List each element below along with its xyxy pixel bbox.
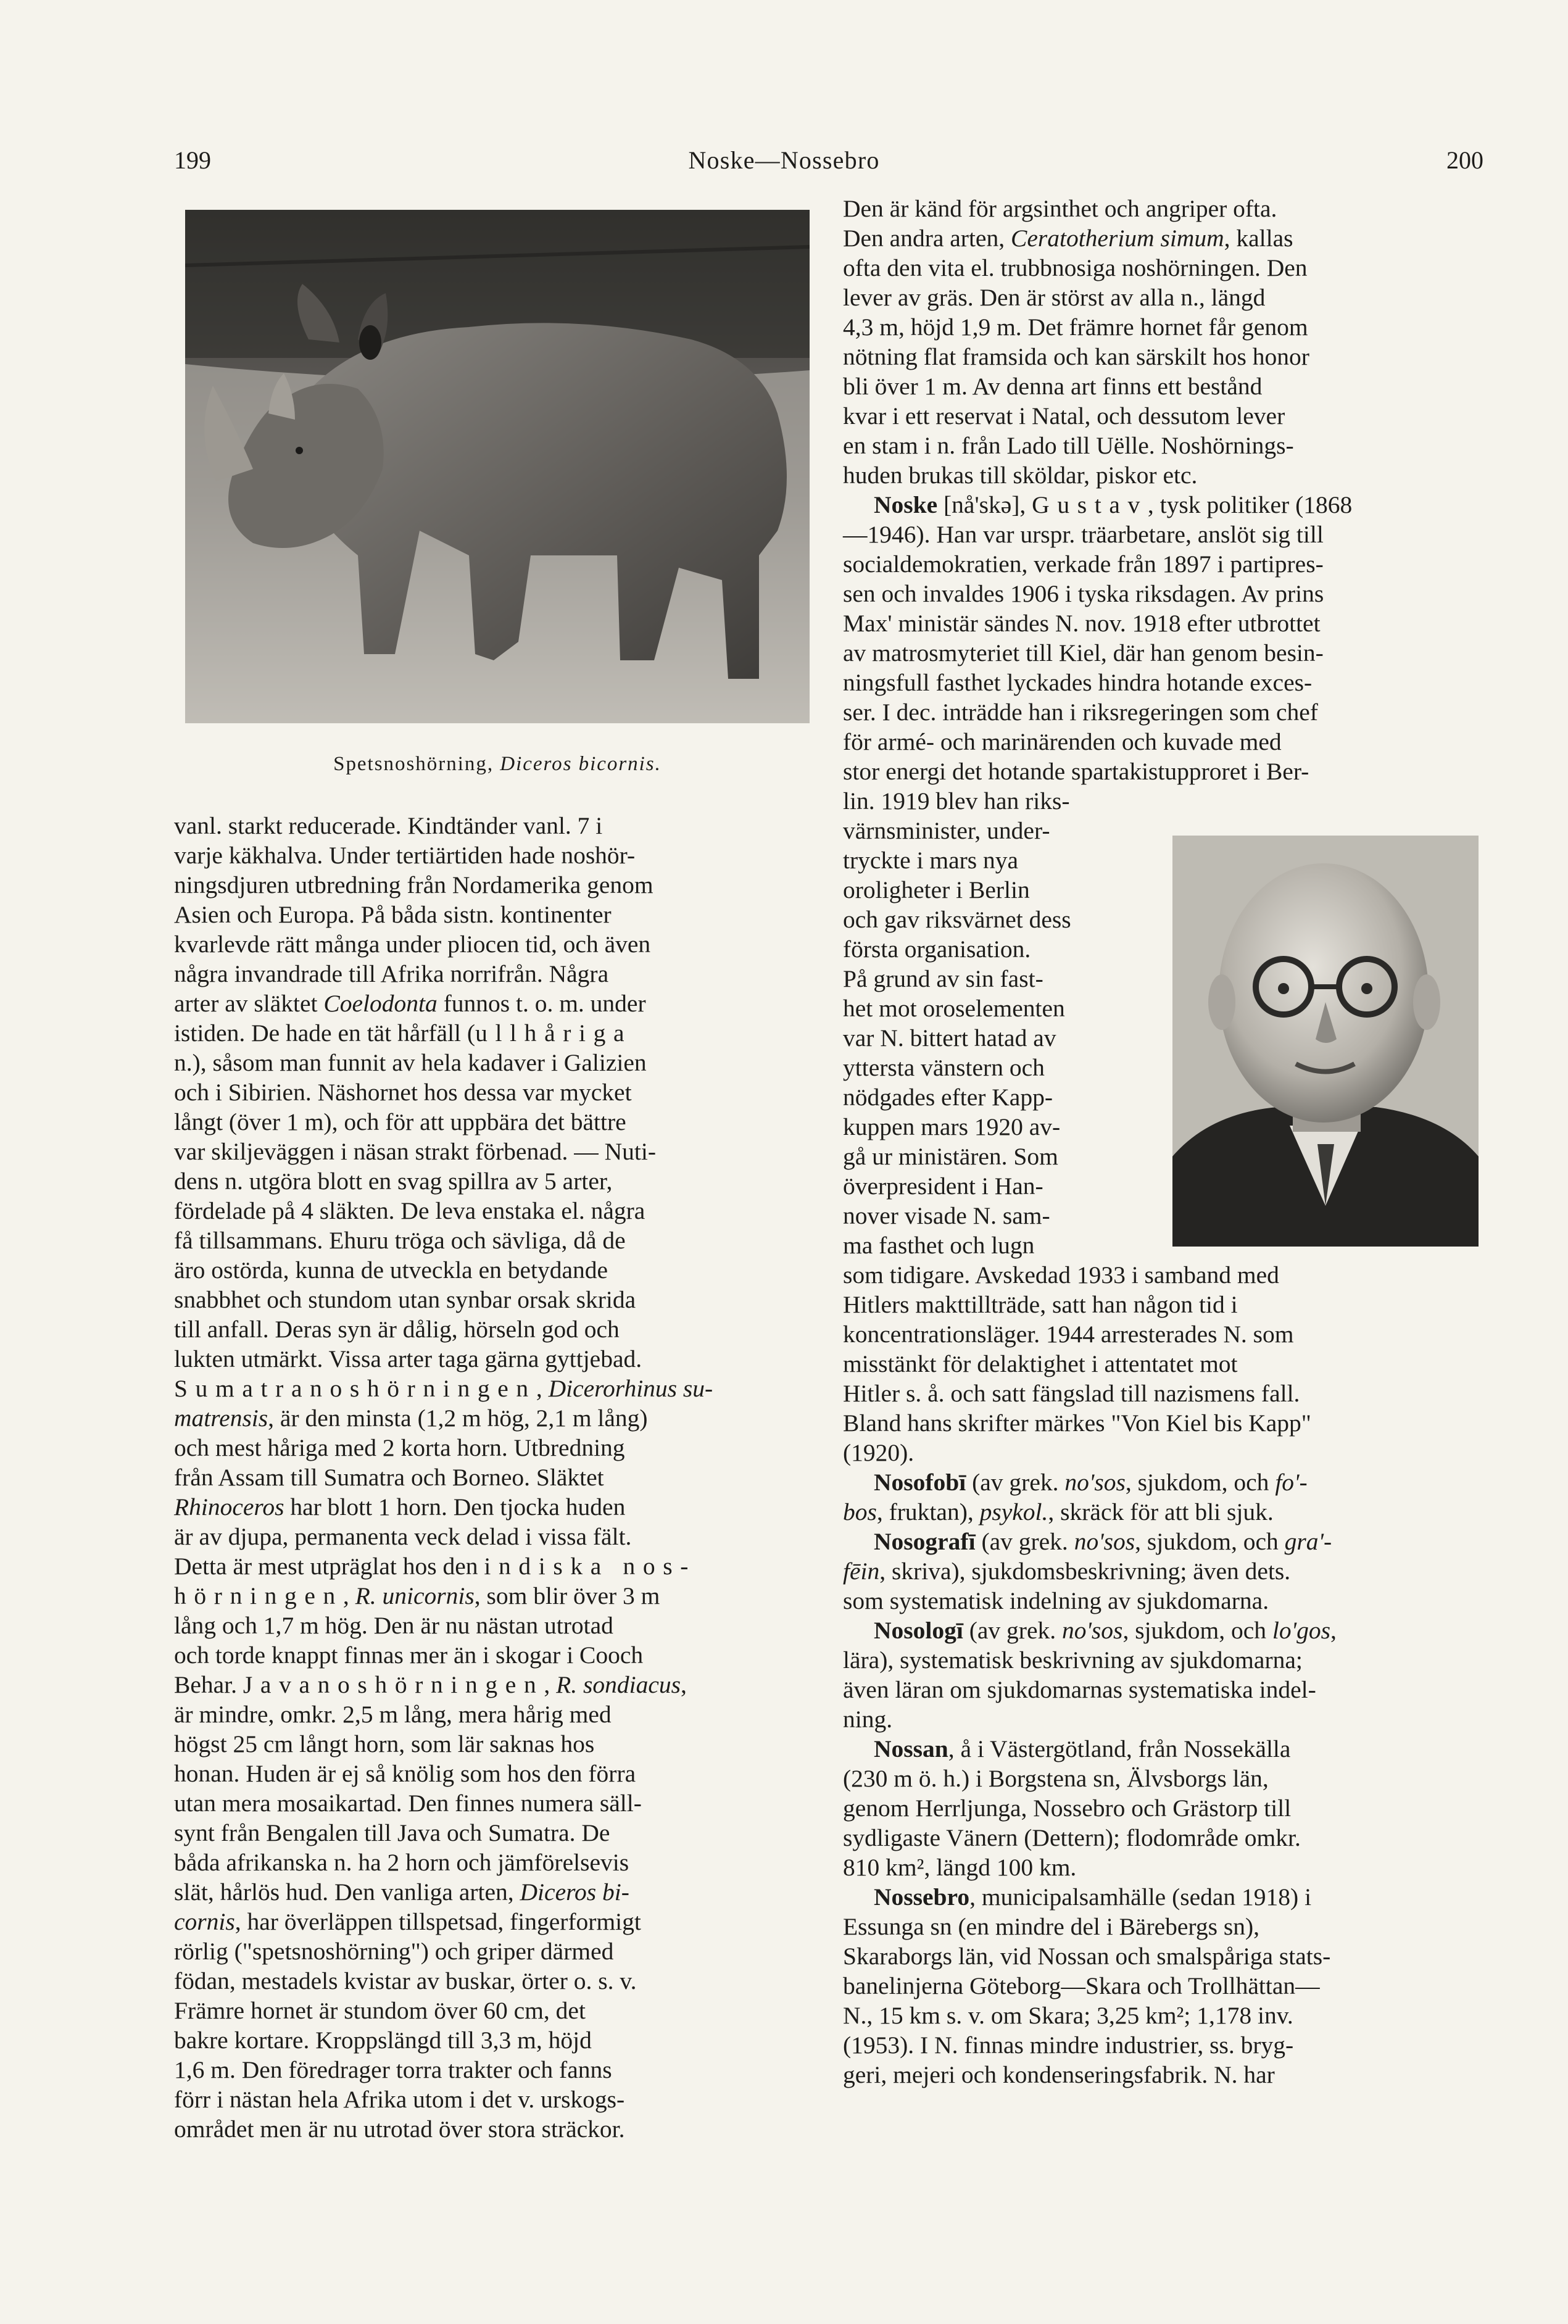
text-line: var skiljeväggen i näsan strakt förbenad. — Nuti- [174,1138,656,1165]
text-line: förr i nästan hela Afrika utom i det v. urskogs- [174,2086,625,2113]
text-line: —1946). Han var urspr. träarbetare, anslöt sig till [843,521,1324,548]
text-line: båda afrikanska n. ha 2 horn och jämförelsevis [174,1849,629,1876]
text-line: hörningen, R. unicornis, som blir över 3 m [174,1582,660,1609]
text-line: tryckte i mars nya [843,847,1019,874]
text-line: lever av gräs. Den är störst av alla n., längd [843,284,1266,311]
text-line: cornis, har överläppen tillspetsad, fingerformigt [174,1908,641,1935]
text-line: istiden. De hade en tät hårfäll (ullhåriga [174,1019,633,1047]
text-line: lära), systematisk beskrivning av sjukdomarna; [843,1646,1303,1674]
text-line: Sumatranoshörningen, Dicerorhinus su- [174,1375,713,1402]
text-line: honan. Huden är ej så knölig som hos den förra [174,1760,636,1787]
text-line: geri, mejeri och kondenseringsfabrik. N. har [843,2061,1275,2088]
text-line: synt från Bengalen till Java och Sumatra. De [174,1819,610,1846]
text-line: Behar. Javanoshörningen, R. sondiacus, [174,1671,687,1698]
text-line: 810 km², längd 100 km. [843,1854,1077,1881]
text-line: överpresident i Han- [843,1172,1043,1200]
text-line: vanl. starkt reducerade. Kindtänder vanl. 7 i [174,812,603,839]
text-line: huden brukas till sköldar, piskor etc. [843,462,1198,489]
page-title: Noske—Nossebro [688,146,880,174]
text-line: fēin, skriva), sjukdomsbeskrivning; även dets. [843,1558,1291,1585]
text-line: Den är känd för argsinthet och angriper ofta. [843,195,1277,222]
text-line: (230 m ö. h.) i Borgstena sn, Älvsborgs län, [843,1765,1269,1792]
text-line: Max' ministär sändes N. nov. 1918 efter utbrottet [843,610,1321,637]
caption-text: Spetsnoshörning, [333,753,500,775]
text-line: och gav riksvärnet dess [843,906,1071,933]
text-line: nödgades efter Kapp- [843,1084,1053,1111]
text-line: het mot oroselementen [843,995,1065,1022]
text-line: sydligaste Vänern (Dettern); flodområde omkr. [843,1824,1301,1851]
caption-species: Diceros bicornis. [500,753,662,775]
text-line: som tidigare. Avskedad 1933 i samband med [843,1261,1279,1289]
text-line: från Assam till Sumatra och Borneo. Släktet [174,1464,604,1491]
text-line: födan, mestadels kvistar av buskar, örter o. s. v. [174,1967,637,1994]
text-line: (1953). I N. finnas mindre industrier, ss. bryg- [843,2031,1294,2059]
text-line: för armé- och marinärenden och kuvade med [843,728,1282,755]
text-line: N., 15 km s. v. om Skara; 3,25 km²; 1,178 inv. [843,2002,1293,2029]
text-line: oroligheter i Berlin [843,876,1030,903]
text-line: socialdemokratien, verkade från 1897 i partipres- [843,550,1324,578]
figure-caption [185,750,810,778]
text-line: högst 25 cm långt horn, som lär saknas hos [174,1730,595,1758]
text-line: slät, hårlös hud. Den vanliga arten, Diceros bi- [174,1878,629,1906]
text-line: snabbhet och stundom utan synbar orsak skrida [174,1286,636,1313]
rhinoceros-photo [185,210,810,723]
text-line: utan mera mosaikartad. Den finnes numera säll- [174,1790,642,1817]
text-line: gå ur ministären. Som [843,1143,1058,1170]
text-line: genom Herrljunga, Nossebro och Grästorp till [843,1795,1292,1822]
entry-nossebro: Nossebro, municipalsamhälle (sedan 1918) i [874,1883,1312,1911]
text-line: stor energi det hotande spartakistupproret i Ber- [843,758,1309,785]
text-line: 4,3 m, höjd 1,9 m. Det främre hornet får genom [843,313,1308,341]
text-line: Främre hornet är stundom över 60 cm, det [174,1997,586,2024]
text-line: som systematisk indelning av sjukdomarna. [843,1587,1269,1614]
text-line: 1,6 m. Den föredrager torra trakter och fanns [174,2056,612,2083]
entry-nosofobi: Nosofobī (av grek. no'sos, sjukdom, och fo'- [874,1469,1308,1496]
entry-nossan: Nossan, å i Västergötland, från Nossekälla [874,1735,1291,1762]
text-line: Den andra arten, Ceratotherium simum, kallas [843,225,1293,252]
text-line: några invandrade till Afrika norrifrån. Några [174,960,609,987]
text-line: Bland hans skrifter märkes "Von Kiel bis Kapp" [843,1409,1311,1437]
text-line: n.), såsom man funnit av hela kadaver i Galizien [174,1049,647,1076]
right-column-top [843,194,1486,786]
portrait-photo [1172,836,1479,1247]
text-line: första organisation. [843,936,1031,963]
text-line: och i Sibirien. Näshornet hos dessa var mycket [174,1079,632,1106]
page-number-right: 200 [1446,146,1483,174]
entry-noske: Noske [nå'skə], Gustav, tysk politiker (1868 [874,491,1353,518]
text-line: ningsdjuren utbredning från Nordamerika genom [174,871,653,898]
text-line: äro ostörda, kunna de utveckla en betydande [174,1256,608,1284]
text-line: Essunga sn (en mindre del i Bärebergs sn), [843,1913,1260,1940]
text-line: nötning flat framsida och kan särskilt hos honor [843,343,1309,370]
text-line: värnsminister, under- [843,817,1050,844]
text-line: varje käkhalva. Under tertiärtiden hade noshör- [174,842,636,869]
text-line: bos, fruktan), psykol., skräck för att bli sjuk. [843,1498,1274,1525]
text-line: ser. I dec. inträdde han i riksregeringen som chef [843,699,1318,726]
text-line: och torde knappt finnas mer än i skogar i Cooch [174,1641,644,1669]
text-line: bakre kortare. Kroppslängd till 3,3 m, höjd [174,2027,592,2054]
text-line: området men är nu utrotad över stora sträckor. [174,2115,625,2143]
text-line: matrensis, är den minsta (1,2 m hög, 2,1 m lång) [174,1405,648,1432]
text-line: nover visade N. sam- [843,1202,1050,1229]
text-line: ningsfull fasthet lyckades hindra hotande exces- [843,669,1313,696]
text-line: var N. bittert hatad av [843,1024,1056,1052]
text-line: Skaraborgs län, vid Nossan och smalspåriga stats- [843,1943,1331,1970]
text-line: till anfall. Deras syn är dålig, hörseln god och [174,1316,620,1343]
text-line: långt (över 1 m), och för att uppbära det bättre [174,1108,626,1135]
text-line: kvarlevde rätt många under pliocen tid, och även [174,931,651,958]
text-line: lin. 1919 blev han riks- [843,787,1070,815]
text-line: lukten utmärkt. Vissa arter taga gärna gyttjebad. [174,1345,642,1372]
text-line: ofta den vita el. trubbnosiga noshörningen. Den [843,254,1308,281]
text-line: är av djupa, permanenta veck delad i vissa fält. [174,1523,632,1550]
text-line: sen och invaldes 1906 i tyska riksdagen. Av prins [843,580,1324,607]
text-line: en stam i n. från Lado till Uëlle. Noshörnings- [843,432,1294,459]
text-line: lång och 1,7 m hög. Den är nu nästan utrotad [174,1612,613,1639]
text-line: och mest håriga med 2 korta horn. Utbredning [174,1434,625,1461]
text-line: kvar i ett reservat i Natal, och dessutom lever [843,402,1285,430]
left-column [174,811,821,2144]
text-line: arter av släktet Coelodonta funnos t. o. m. under [174,990,646,1017]
text-line: ning. [843,1706,893,1733]
text-line: misstänkt för delaktighet i attentatet mot [843,1350,1238,1377]
right-column-narrow [843,786,1143,1260]
page-number-left: 199 [174,146,211,174]
text-line: rörlig ("spetsnoshörning") och griper därmed [174,1938,614,1965]
text-line: är mindre, omkr. 2,5 m lång, mera hårig med [174,1701,612,1728]
text-line: Detta är mest utpräglat hos den indiska nos- [174,1553,697,1580]
right-column-bottom [843,1260,1486,2090]
text-line: kuppen mars 1920 av- [843,1113,1061,1140]
text-line: av matrosmyteriet till Kiel, där han genom besin- [843,639,1324,666]
text-line: ma fasthet och lugn [843,1232,1035,1259]
text-line: dens n. utgöra blott en svag spillra av 5 arter, [174,1168,613,1195]
text-line: även läran om sjukdomarnas systematiska indel- [843,1676,1316,1703]
text-line: (1920). [843,1439,915,1466]
entry-nosologi: Nosologī (av grek. no'sos, sjukdom, och lo'gos, [874,1617,1337,1644]
text-line: koncentrationsläger. 1944 arresterades N. som [843,1321,1294,1348]
text-line: fördelade på 4 släkten. De leva enstaka el. några [174,1197,645,1224]
text-line: banelinjerna Göteborg—Skara och Trollhättan— [843,1972,1320,1999]
text-line: Rhinoceros har blott 1 horn. Den tjocka huden [174,1493,626,1521]
text-line: På grund av sin fast- [843,965,1043,992]
text-line: få tillsammans. Ehuru tröga och sävliga, då de [174,1227,626,1254]
text-line: bli över 1 m. Av denna art finns ett bestånd [843,373,1263,400]
entry-nosografi: Nosografī (av grek. no'sos, sjukdom, och gra'- [874,1528,1332,1555]
text-line: Hitlers makttillträde, satt han någon tid i [843,1291,1238,1318]
text-line: Hitler s. å. och satt fängslad till nazismens fall. [843,1380,1300,1407]
text-line: yttersta vänstern och [843,1054,1045,1081]
text-line: Asien och Europa. På båda sistn. kontinenter [174,901,612,928]
